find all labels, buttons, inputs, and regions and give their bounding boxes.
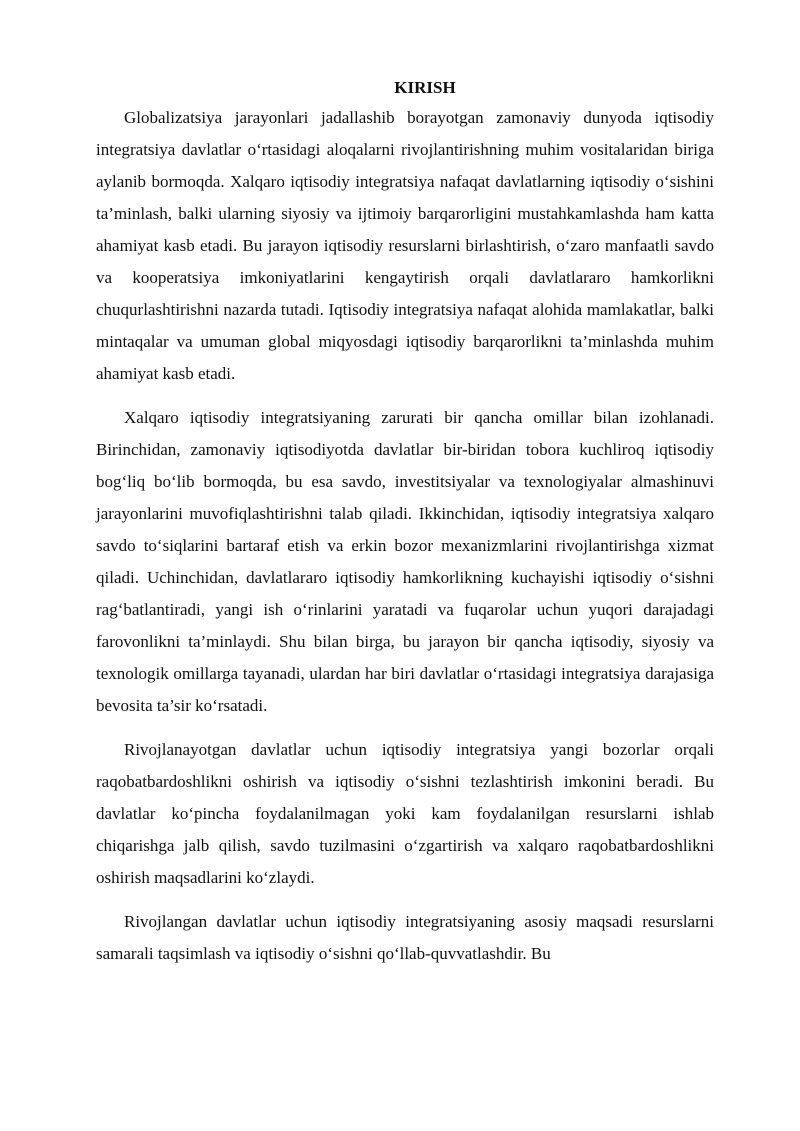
page-title: KIRISH — [394, 78, 456, 97]
paragraph-3: Rivojlanayotgan davlatlar uchun iqtisodiy integratsiya yangi bozorlar orqali raqobatbardoshlikni oshirish va iqtisodiy o‘sishni tezlashtirish imkonini beradi. Bu davlatlar ko‘pincha foydalanilmagan yoki kam foydalanilgan resurslarni ishlab chiqarishga jalb qilish, savdo tuzilmasini o‘zgartirish va xalqaro raqobatbardoshlikni oshirish maqsadlarini ko‘zlaydi. — [96, 740, 714, 887]
paragraph-4: Rivojlangan davlatlar uchun iqtisodiy integratsiyaning asosiy maqsadi resurslarni samarali taqsimlash va iqtisodiy o‘sishni qo‘llab-quvvatlashdir. Bu — [96, 912, 714, 963]
document-body — [96, 74, 714, 982]
paragraph-2: Xalqaro iqtisodiy integratsiyaning zarurati bir qancha omillar bilan izohlanadi. Birinchidan, zamonaviy iqtisodiyotda davlatlar bir-biridan tobora kuchliroq iqtisodiy bog‘liq bo‘lib bormoqda, bu esa savdo, investitsiyalar va texnologiyalar almashinuvi jarayonlarini muvofiqlashtirishni talab qiladi. Ikkinchidan, iqtisodiy integratsiya xalqaro savdo to‘siqlarini bartaraf etish va erkin bozor mexanizmlarini rivojlantirishga xizmat qiladi. Uchinchidan, davlatlararo iqtisodiy hamkorlikning kuchayishi iqtisodiy o‘sishni rag‘batlantiradi, yangi ish o‘rinlarini yaratadi va fuqarolar uchun yuqori darajadagi farovonlikni ta’minlaydi. Shu bilan birga, bu jarayon bir qancha iqtisodiy, siyosiy va texnologik omillarga tayanadi, ulardan har biri davlatlar o‘rtasidagi integratsiya darajasiga bevosita ta’sir ko‘rsatadi. — [96, 408, 714, 715]
paragraph-1: Globalizatsiya jarayonlari jadallashib borayotgan zamonaviy dunyoda iqtisodiy integratsiya davlatlar o‘rtasidagi aloqalarni rivojlantirishning muhim vositalaridan biriga aylanib bormoqda. Xalqaro iqtisodiy integratsiya nafaqat davlatlarning iqtisodiy o‘sishini ta’minlash, balki ularning siyosiy va ijtimoiy barqarorligini mustahkamlashda ham katta ahamiyat kasb etadi. Bu jarayon iqtisodiy resurslarni birlashtirish, o‘zaro manfaatli savdo va kooperatsiya imkoniyatlarini kengaytirish orqali davlatlararo hamkorlikni chuqurlashtirishni nazarda tutadi. Iqtisodiy integratsiya nafaqat alohida mamlakatlar, balki mintaqalar va umuman global miqyosdagi iqtisodiy barqarorlikni ta’minlashda muhim ahamiyat kasb etadi. — [96, 108, 714, 383]
